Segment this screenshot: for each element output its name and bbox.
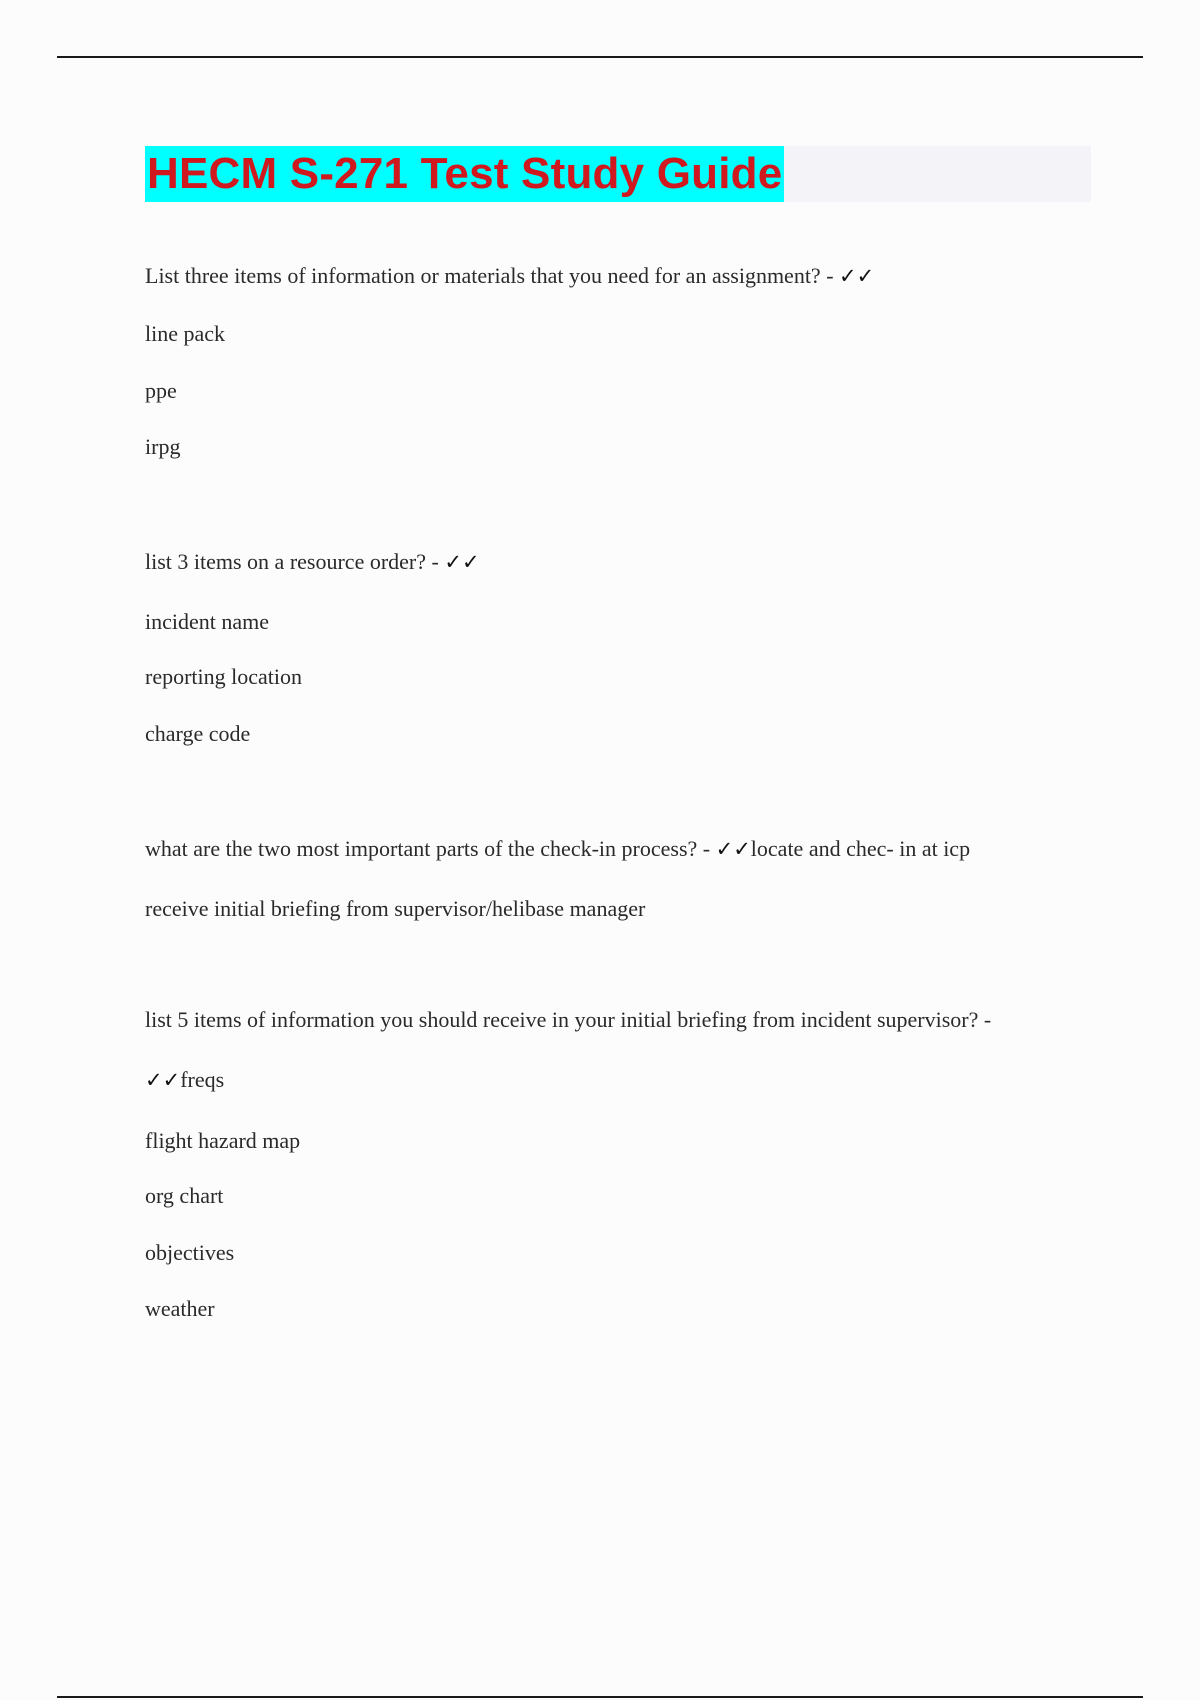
question-4 (145, 1006, 991, 1034)
double-check-icon: ✓✓ (839, 264, 875, 288)
document-title: HECM S-271 Test Study Guide (145, 146, 784, 202)
answer-item: ppe (145, 378, 177, 403)
double-check-icon: ✓✓ (444, 550, 480, 574)
question-2-text: list 3 items on a resource order? - (145, 549, 445, 574)
answer-item: line pack (145, 321, 226, 346)
answer-item: weather (145, 1296, 215, 1321)
header-rule (57, 56, 1143, 58)
question-1 (145, 262, 874, 290)
answer-item: org chart (145, 1183, 224, 1208)
double-check-icon: ✓✓ (715, 837, 751, 861)
question-3 (145, 835, 970, 863)
answer-item: incident name (145, 609, 270, 634)
question-4-text: list 5 items of information you should receive in your initial briefing from incident supervisor? - (145, 1007, 992, 1032)
answer-first-line (145, 1066, 224, 1094)
question-3-text: what are the two most important parts of the check-in process? - (145, 836, 716, 861)
question-4-inline-answer: freqs (180, 1067, 225, 1092)
answer-item: flight hazard map (145, 1128, 301, 1153)
answer-item: charge code (145, 721, 251, 746)
double-check-icon: ✓✓ (145, 1068, 181, 1092)
question-3-inline-answer: locate and chec- in at icp (750, 836, 971, 861)
answer-item: receive initial briefing from supervisor/helibase manager (145, 896, 646, 921)
answer-item: objectives (145, 1240, 235, 1265)
footer-rule (57, 1696, 1143, 1698)
question-1-text: List three items of information or materials that you need for an assignment? - (145, 263, 840, 288)
answer-item: reporting location (145, 664, 303, 689)
answer-item: irpg (145, 434, 181, 459)
question-2 (145, 548, 480, 576)
